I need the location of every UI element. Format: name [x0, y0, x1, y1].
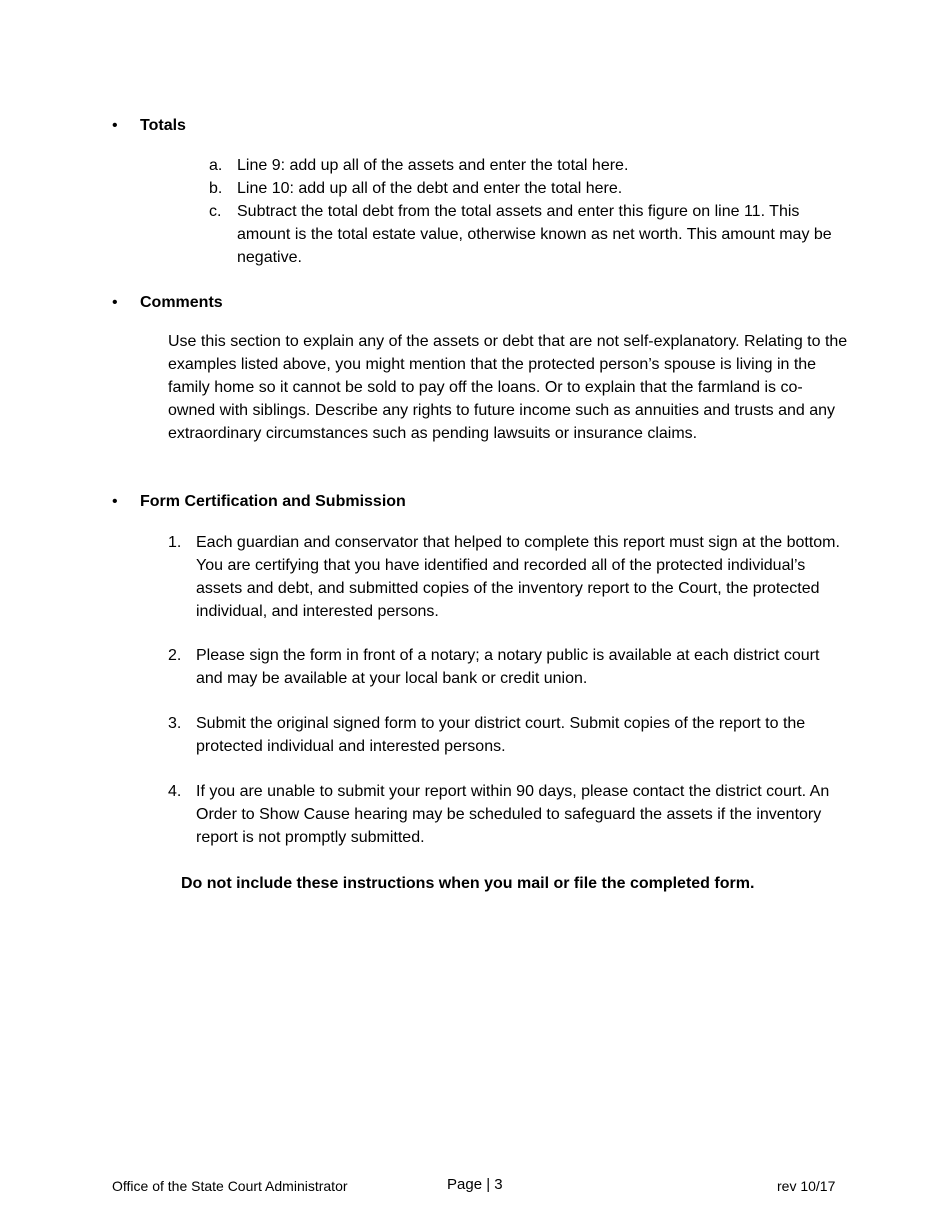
list-marker: 1.	[168, 534, 182, 551]
list-item-text: Each guardian and conservator that helped to complete this report must sign at the bottom. You are certifying that you have identified and recorded all of the protected individual’s assets and debt, and submitted copies of the inventory report to the Court, the protected individual, and interested persons.	[196, 534, 840, 620]
list-marker: 4.	[168, 783, 182, 800]
list-item	[209, 200, 849, 269]
comments-heading-text: Comments	[140, 294, 223, 311]
list-item-text: If you are unable to submit your report within 90 days, please contact the district court. An Order to Show Cause hearing may be scheduled to safeguard the assets if the inventory report is not promptly submitted.	[196, 783, 830, 846]
list-marker: 2.	[168, 647, 182, 664]
comments-body: Use this section to explain any of the assets or debt that are not self-explanatory. Relating to the examples listed above, you might mention that the protected person’s spouse is living in the family home so it cannot be sold to pay off the loans. Or to explain that the farmland is co-owned with siblings. Describe any rights to future income such as annuities and trusts and any extraordinary circumstances such as pending lawsuits or insurance claims.	[168, 333, 848, 442]
list-marker: a.	[209, 157, 223, 174]
list-marker: 3.	[168, 715, 182, 732]
list-item	[209, 154, 849, 177]
bullet: •	[112, 117, 118, 134]
certification-heading-text: Form Certification and Submission	[140, 493, 406, 510]
certification-heading	[112, 490, 406, 513]
footer-office: Office of the State Court Administrator	[112, 1178, 348, 1194]
list-item	[209, 177, 849, 200]
list-item-text: Submit the original signed form to your district court. Submit copies of the report to the protected individual and interested persons.	[196, 715, 806, 755]
closing-note: Do not include these instructions when you mail or file the completed form.	[181, 875, 755, 892]
list-item	[168, 780, 848, 849]
totals-heading-text: Totals	[140, 117, 186, 134]
footer-revision: rev 10/17	[777, 1178, 836, 1194]
comments-heading	[112, 291, 223, 314]
list-item	[168, 712, 848, 758]
list-marker: c.	[209, 203, 222, 220]
bullet: •	[112, 493, 118, 510]
list-item-text: Subtract the total debt from the total assets and enter this figure on line 11. This amount is the total estate value, otherwise known as net worth. This amount may be negative.	[237, 203, 832, 266]
list-marker: b.	[209, 180, 223, 197]
footer-page-number: Page | 3	[447, 1176, 503, 1193]
list-item-text: Line 9: add up all of the assets and enter the total here.	[237, 157, 629, 174]
bullet: •	[112, 294, 118, 311]
list-item	[168, 531, 848, 623]
totals-list	[209, 154, 849, 269]
list-item	[168, 644, 848, 690]
list-item-text: Line 10: add up all of the debt and enter the total here.	[237, 180, 623, 197]
totals-heading	[112, 114, 186, 137]
list-item-text: Please sign the form in front of a notary; a notary public is available at each district court and may be available at your local bank or credit union.	[196, 647, 820, 687]
